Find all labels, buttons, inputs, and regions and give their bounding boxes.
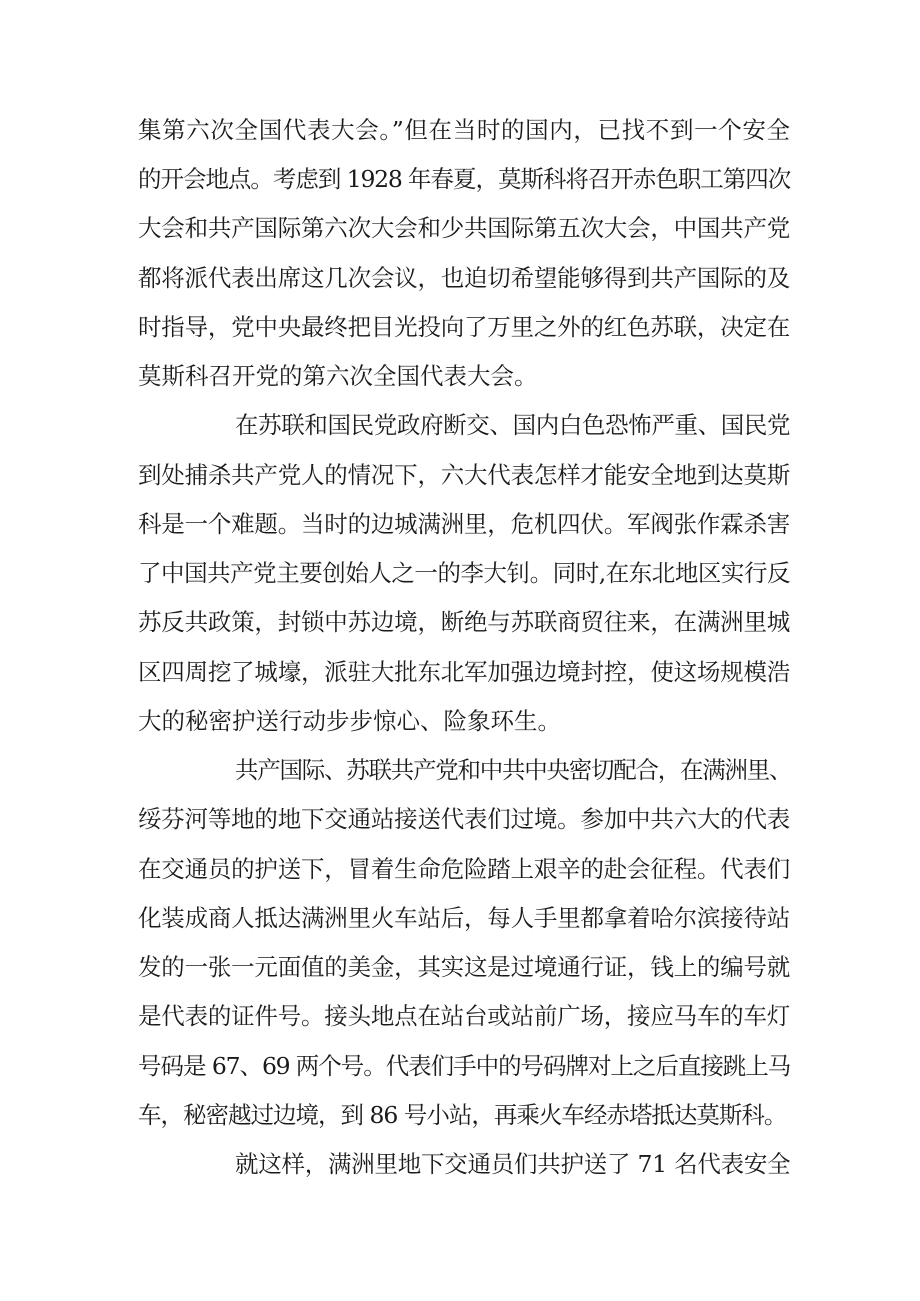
text-line-12: 区四周挖了城壕，派驻大批东北军加强边境封控，使这场规模浩 xyxy=(138,658,790,686)
paragraph-start-line-7: 在苏联和国民党政府断交、国内白色恐怖严重、国民党 xyxy=(235,411,790,439)
text-line-20: 号码是 67、69 两个号。代表们手中的号码牌对上之后直接跳上马 xyxy=(138,1052,790,1080)
text-line-5: 时指导，党中央最终把目光投向了万里之外的红色苏联，决定在 xyxy=(138,313,790,341)
text-line-9: 科是一个难题。当时的边城满洲里，危机四伏。军阀张作霖杀害 xyxy=(138,510,790,538)
text-line-10: 了中国共产党主要创始人之一的李大钊。同时,在东北地区实行反 xyxy=(138,559,790,587)
text-line-18: 发的一张一元面值的美金，其实这是过境通行证，钱上的编号就 xyxy=(138,953,790,981)
text-line-2: 的开会地点。考虑到 1928 年春夏，莫斯科将召开赤色职工第四次 xyxy=(138,165,790,193)
text-line-4: 都将派代表出席这几次会议，也迫切希望能够得到共产国际的及 xyxy=(138,264,790,292)
text-line-16: 在交通员的护送下，冒着生命危险踏上艰辛的赴会征程。代表们 xyxy=(138,855,790,883)
text-line-13: 大的秘密护送行动步步惊心、险象环生。 xyxy=(138,707,561,735)
text-line-11: 苏反共政策，封锁中苏边境，断绝与苏联商贸往来，在满洲里城 xyxy=(138,608,790,636)
paragraph-start-line-22: 就这样，满洲里地下交通员们共护送了 71 名代表安全 xyxy=(235,1150,791,1178)
text-line-1: 集第六次全国代表大会。”但在当时的国内，已找不到一个安全 xyxy=(138,116,790,144)
text-line-17: 化装成商人抵达满洲里火车站后，每人手里都拿着哈尔滨接待站 xyxy=(138,904,790,932)
text-line-8: 到处捕杀共产党人的情况下，六大代表怎样才能安全地到达莫斯 xyxy=(138,461,790,489)
text-line-19: 是代表的证件号。接头地点在站台或站前广场，接应马车的车灯 xyxy=(138,1002,790,1030)
text-line-6: 莫斯科召开党的第六次全国代表大会。 xyxy=(138,362,538,390)
text-line-3: 大会和共产国际第六次大会和少共国际第五次大会，中国共产党 xyxy=(138,214,790,242)
paragraph-start-line-14: 共产国际、苏联共产党和中共中央密切配合，在满洲里、 xyxy=(235,756,792,784)
text-line-21: 车，秘密越过边境，到 86 号小站，再乘火车经赤塔抵达莫斯科。 xyxy=(138,1101,787,1129)
text-line-15: 绥芬河等地的地下交通站接送代表们过境。参加中共六大的代表 xyxy=(138,805,790,833)
